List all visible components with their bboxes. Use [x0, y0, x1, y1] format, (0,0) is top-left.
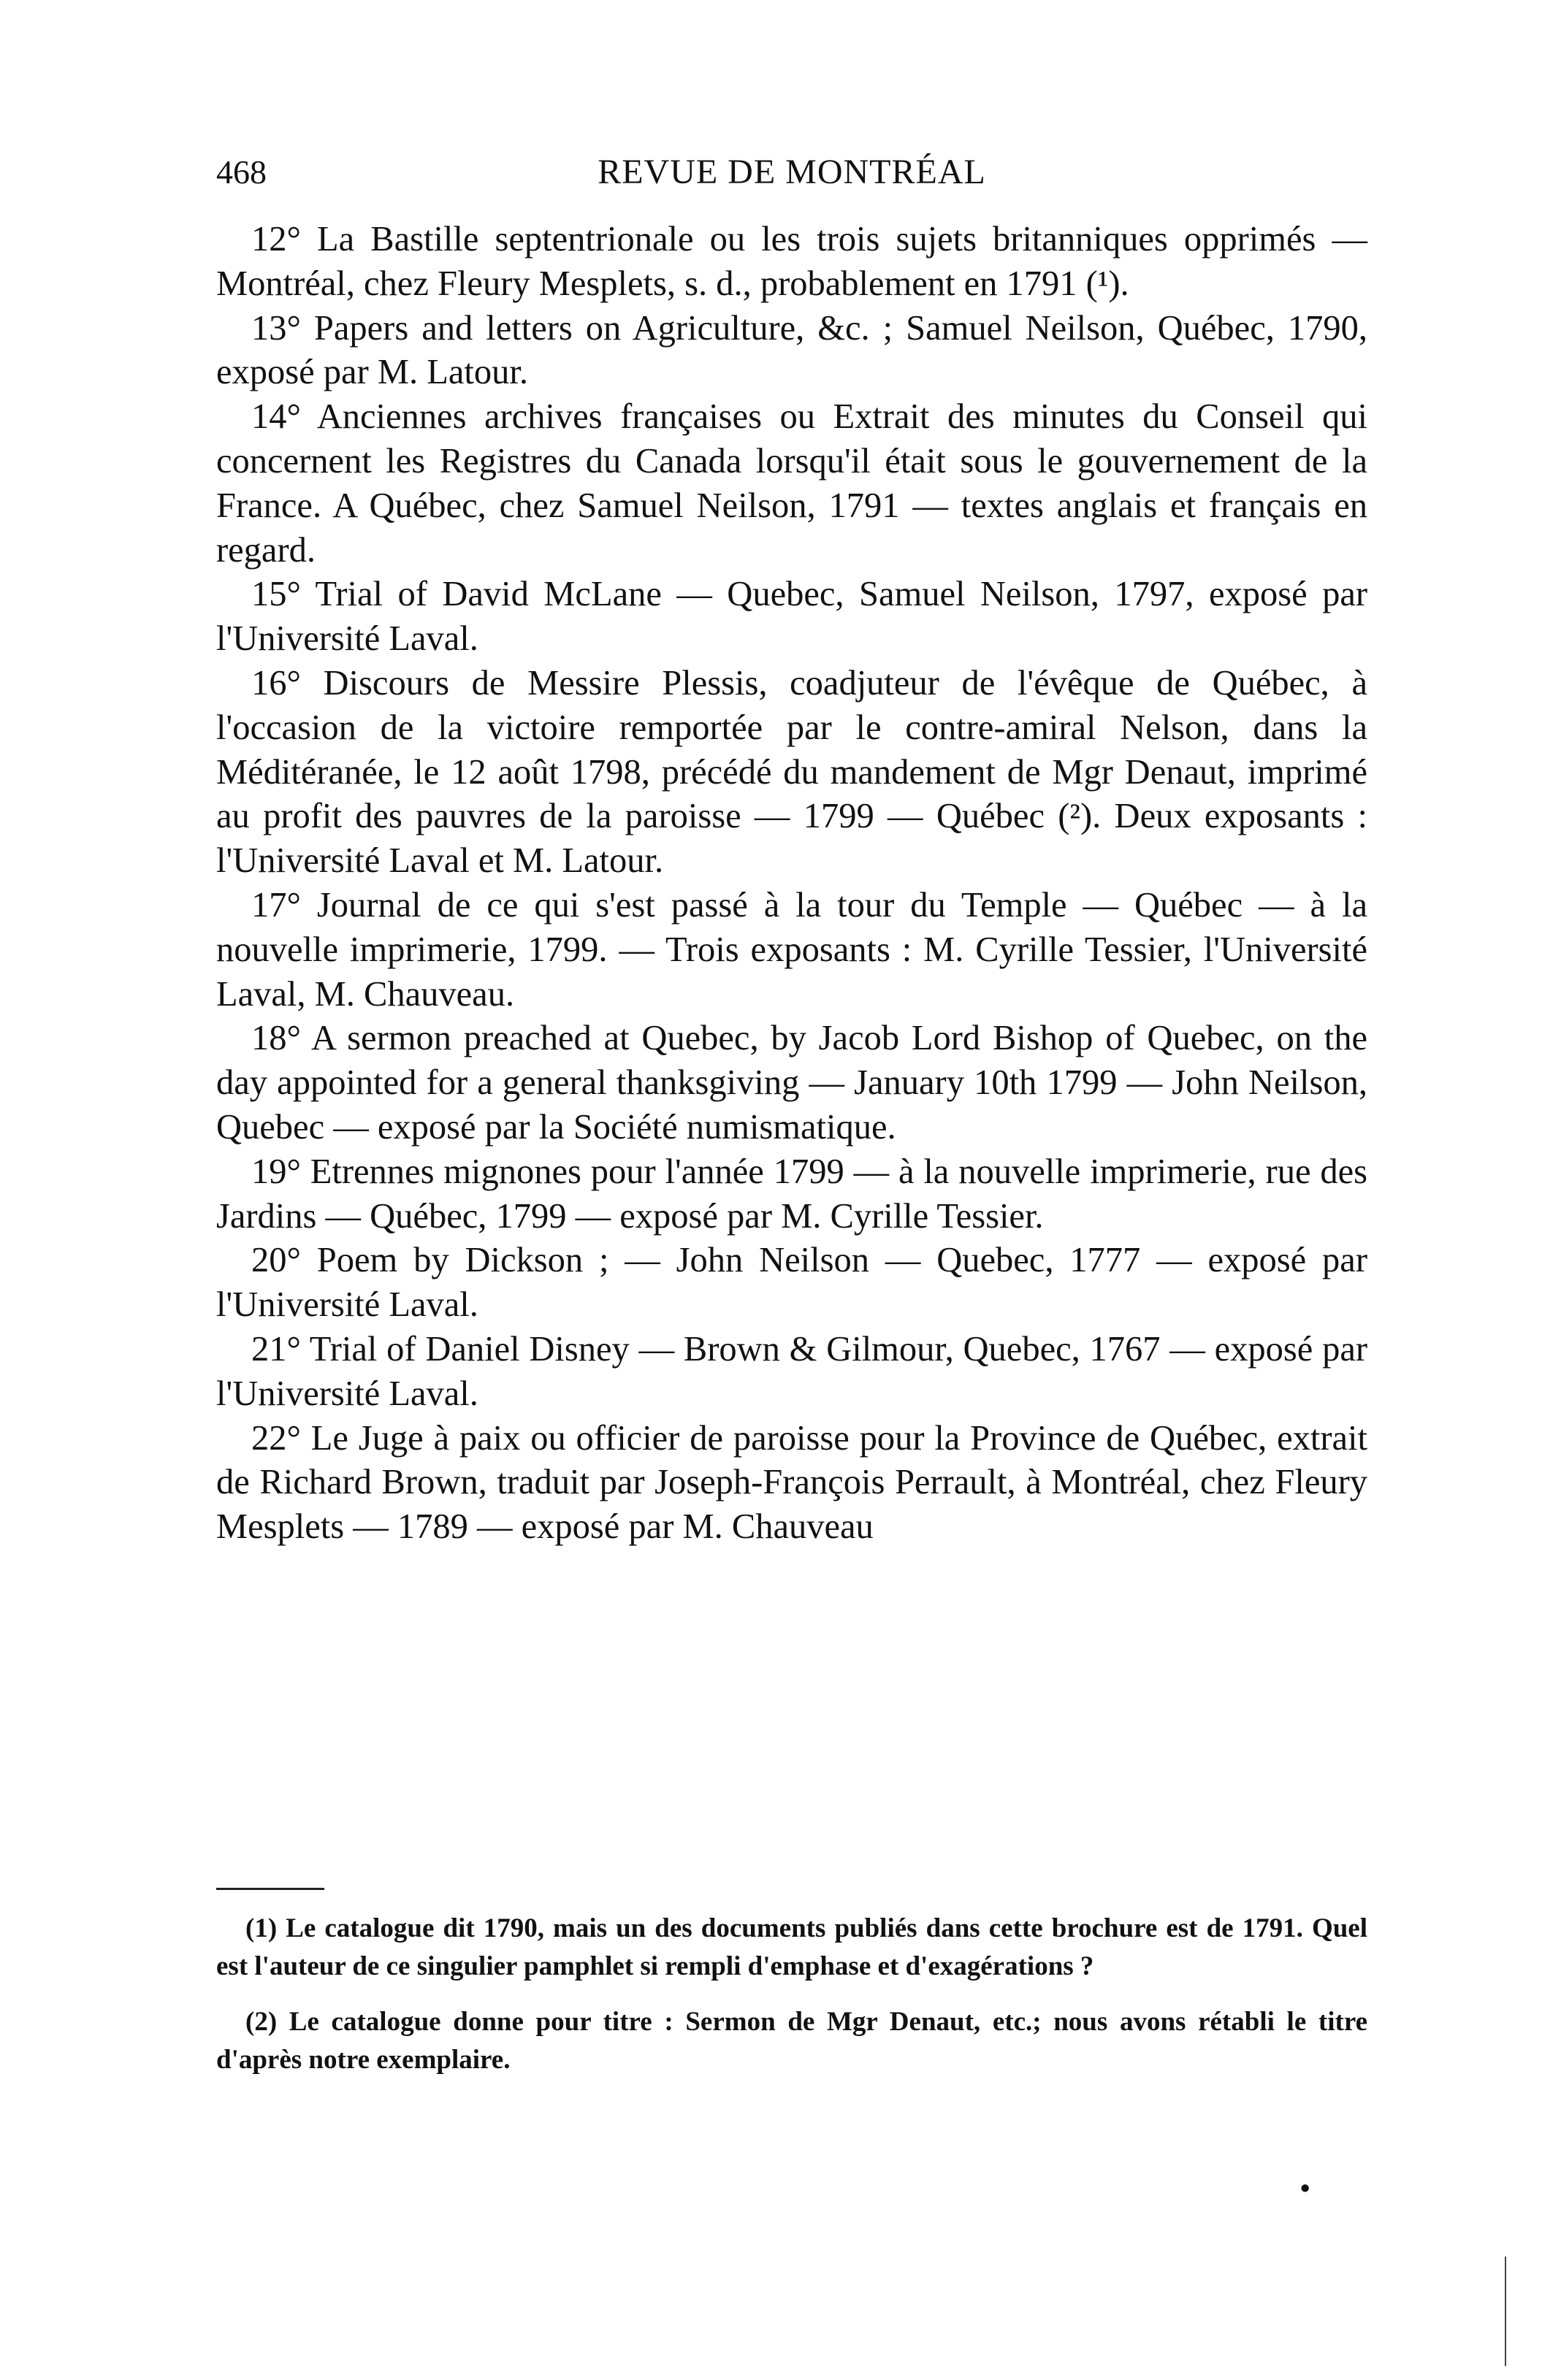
entry-20: 20° Poem by Dickson ; — John Neilson — Quebec, 1777 — exposé par l'Université Laval. — [216, 1241, 1367, 1325]
page-number: 468 — [216, 153, 267, 191]
footnote-2: (2) Le catalogue donne pour titre : Sermon de Mgr Denaut, etc.; nous avons rétabli le titre d'après notre exemplaire. — [216, 2007, 1367, 2075]
entry-12: 12° La Bastille septentrionale ou les trois sujets britanniques opprimés — Montréal, chez Fleury Mesplets, s. d., probablement en 1791 (¹). — [216, 220, 1367, 303]
scan-edge-line — [1505, 2257, 1506, 2366]
entry-16: 16° Discours de Messire Plessis, coadjuteur de l'évêque de Québec, à l'occasion de la victoire remportée par le contre-amiral Nelson, dans la Méditéranée, le 12 août 1798, précédé du mandement de Mgr Denaut, imprimé au profit des pauvres de la paroisse — 1799 — Québec (²). Deux exposants : l'Université Laval et M. Latour. — [216, 663, 1367, 881]
ink-speck: • — [1300, 2173, 1310, 2204]
entry-18: 18° A sermon preached at Quebec, by Jacob Lord Bishop of Quebec, on the day appointed for a general thanksgiving — January 10th 1799 — John Neilson, Quebec — exposé par la Société numismatique. — [216, 1019, 1367, 1147]
entry-17: 17° Journal de ce qui s'est passé à la tour du Temple — Québec — à la nouvelle imprimerie, 1799. — Trois exposants : M. Cyrille Tessier, l'Université Laval, M. Chauveau. — [216, 885, 1367, 1014]
entry-21: 21° Trial of Daniel Disney — Brown & Gilmour, Quebec, 1767 — exposé par l'Université Laval. — [216, 1329, 1367, 1413]
entry-13: 13° Papers and letters on Agriculture, &c. ; Samuel Neilson, Québec, 1790, exposé par M. Latour. — [216, 308, 1367, 392]
entry-14: 14° Anciennes archives françaises ou Extrait des minutes du Conseil qui concernent les Registres du Canada lorsqu'il était sous le gouvernement de la France. A Québec, chez Samuel Neilson, 1791 — textes anglais et français en regard. — [216, 397, 1367, 570]
catalogue-entries — [216, 218, 1367, 1550]
page-header — [216, 143, 1367, 202]
footnote-1: (1) Le catalogue dit 1790, mais un des documents publiés dans cette brochure est de 1791. Quel est l'auteur de ce singulier pamphlet si rempli d'emphase et d'exagérations ? — [216, 1913, 1367, 1981]
entry-15: 15° Trial of David McLane — Quebec, Samuel Neilson, 1797, exposé par l'Université Laval. — [216, 575, 1367, 659]
entry-19: 19° Etrennes mignones pour l'année 1799 — à la nouvelle imprimerie, rue des Jardins — Québec, 1799 — exposé par M. Cyrille Tessier. — [216, 1152, 1367, 1236]
running-title: REVUE DE MONTRÉAL — [598, 153, 986, 191]
entry-22: 22° Le Juge à paix ou officier de paroisse pour la Province de Québec, extrait de Richard Brown, traduit par Joseph-François Perrault, à Montréal, chez Fleury Mesplets — 1789 — exposé par M. Chauveau — [216, 1418, 1367, 1547]
footnotes — [216, 1910, 1367, 2097]
footnote-divider — [216, 1888, 324, 1890]
